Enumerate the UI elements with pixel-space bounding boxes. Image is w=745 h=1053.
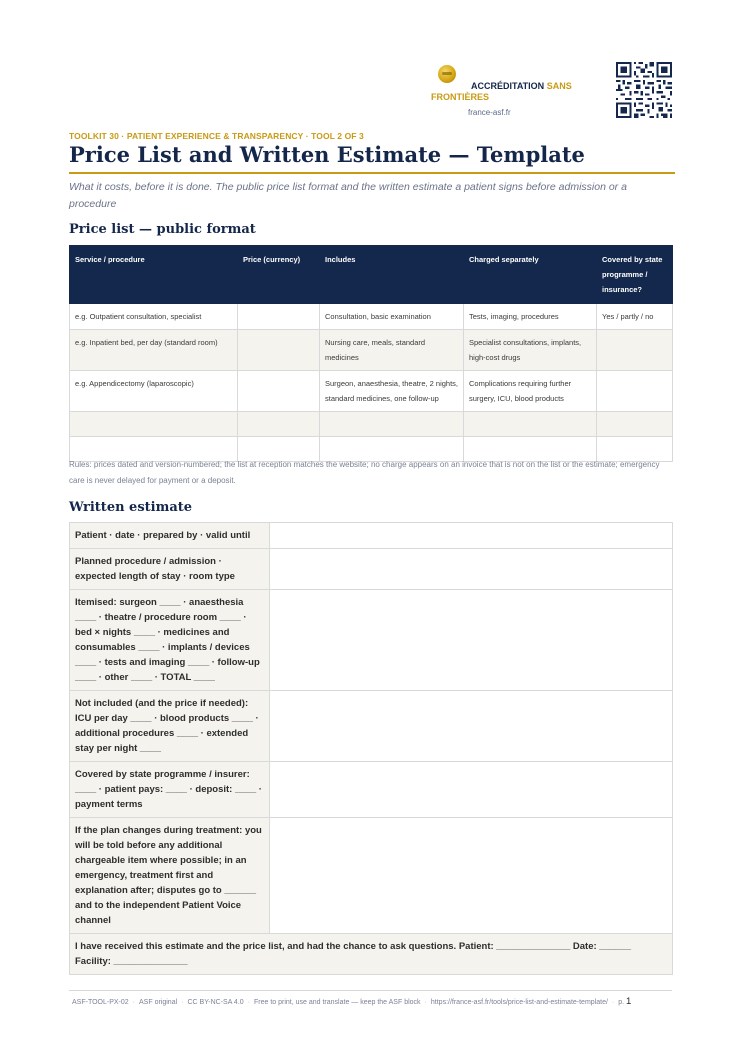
table-cell — [238, 330, 320, 371]
table-row — [70, 412, 673, 437]
estimate-field-coverage[interactable] — [270, 762, 673, 818]
table-cell — [238, 412, 320, 437]
footer-license: CC BY-NC-SA 4.0 — [187, 999, 244, 1006]
footer-usage: Free to print, use and translate — keep the ASF block — [254, 999, 421, 1006]
written-estimate-table — [69, 522, 673, 975]
footer-page-number: 1 — [626, 996, 632, 1007]
table-cell: Specialist consultations, implants, high-cost drugs — [464, 330, 597, 371]
table-cell: Complications requiring further surgery, ICU, blood products — [464, 371, 597, 412]
estimate-field-not-included[interactable] — [270, 691, 673, 762]
estimate-label-not-included: Not included (and the price if needed): ICU per day ____ · blood products ____ · additional procedures ____ · extended stay per night ____ — [70, 691, 270, 762]
table-cell: e.g. Inpatient bed, per day (standard room) — [70, 330, 238, 371]
page-title: Price List and Written Estimate — Template — [69, 142, 585, 167]
price-list-rules-note: Rules: prices dated and version-numbered; the list at reception matches the website; no charge appears on an invoice that is not on the list or the estimate; emergency care is never delayed for payment or a deposit. — [69, 460, 660, 485]
table-row — [70, 691, 673, 762]
table-cell: Nursing care, meals, standard medicines — [320, 330, 464, 371]
table-row — [70, 371, 673, 412]
table-cell — [597, 371, 673, 412]
table-row — [70, 762, 673, 818]
column-header-price: Price (currency) — [238, 246, 320, 304]
table-cell — [597, 412, 673, 437]
footer-url-link[interactable]: https://france-asf.fr/tools/price-list-and-estimate-template/ — [430, 999, 608, 1006]
estimate-field-patient[interactable] — [270, 523, 673, 549]
asf-logo — [428, 64, 588, 124]
logo-url: france-asf.fr — [468, 108, 511, 117]
column-header-includes: Includes — [320, 246, 464, 304]
footer-page-label: p. — [618, 999, 625, 1006]
price-list-table — [69, 245, 673, 462]
estimate-label-plan-changes: If the plan changes during treatment: you will be told before any additional chargeable item where possible; in an emergency, treatment first and explanation after; disputes go to ______ and to the independent Patient Voice channel — [70, 818, 270, 934]
footer-divider — [69, 990, 672, 991]
table-cell: Yes / partly / no — [597, 304, 673, 330]
table-cell — [464, 412, 597, 437]
written-estimate-heading: Written estimate — [69, 500, 193, 515]
toolkit-eyebrow: TOOLKIT 30 · PATIENT EXPERIENCE & TRANSPARENCY · TOOL 2 OF 3 — [69, 131, 364, 141]
table-cell — [70, 412, 238, 437]
table-cell: Consultation, basic examination — [320, 304, 464, 330]
page-footer: ASF-TOOL-PX-02 · ASF original · CC BY-NC-SA 4.0 · Free to print, use and translate — keep the ASF block · https://france-asf.fr/tools/price-list-and-estimate-template/ · p. 1 — [72, 996, 632, 1007]
estimate-field-procedure[interactable] — [270, 549, 673, 590]
logo-word-1: ACCRÉDITATION — [471, 81, 545, 91]
qr-code-icon — [616, 62, 672, 118]
column-header-coverage: Covered by state programme / insurance? — [597, 246, 673, 304]
table-cell: Surgeon, anaesthesia, theatre, 2 nights, standard medicines, one follow-up — [320, 371, 464, 412]
table-cell — [320, 412, 464, 437]
footer-origin: ASF original — [139, 999, 178, 1006]
footer-tool-code: ASF-TOOL-PX-02 — [72, 999, 129, 1006]
table-cell — [238, 304, 320, 330]
price-list-header-row — [70, 246, 673, 304]
table-row — [70, 934, 673, 975]
column-header-service: Service / procedure — [70, 246, 238, 304]
table-row — [70, 818, 673, 934]
column-header-charged-separately: Charged separately — [464, 246, 597, 304]
logo-wordmark — [431, 81, 591, 103]
estimate-field-itemised[interactable] — [270, 590, 673, 691]
table-row — [70, 523, 673, 549]
table-cell: e.g. Outpatient consultation, specialist — [70, 304, 238, 330]
table-cell — [238, 371, 320, 412]
estimate-signature-line[interactable]: I have received this estimate and the price list, and had the chance to ask questions. Patient: ______________ Date: ______ Facility: ______________ — [70, 934, 673, 975]
table-row — [70, 330, 673, 371]
page-subtitle: What it costs, before it is done. The public price list format and the written estimate a patient signs before admission or a procedure — [69, 181, 627, 210]
table-cell — [597, 330, 673, 371]
title-divider — [69, 172, 675, 174]
logo-word-3: FRONTIÈRES — [431, 92, 490, 102]
estimate-label-itemised: Itemised: surgeon ____ · anaesthesia ____ · theatre / procedure room ____ · bed × nights ____ · medicines and consumables ____ · implants / devices ____ · tests and imaging ____ · follow-up ____ · other ____ · TOTAL ____ — [70, 590, 270, 691]
table-cell: Tests, imaging, procedures — [464, 304, 597, 330]
table-row — [70, 590, 673, 691]
estimate-field-plan-changes[interactable] — [270, 818, 673, 934]
price-list-heading: Price list — public format — [69, 222, 256, 237]
table-cell: e.g. Appendicectomy (laparoscopic) — [70, 371, 238, 412]
estimate-label-patient: Patient · date · prepared by · valid until — [70, 523, 270, 549]
estimate-label-coverage: Covered by state programme / insurer: ____ · patient pays: ____ · deposit: ____ · payment terms — [70, 762, 270, 818]
table-row — [70, 549, 673, 590]
estimate-label-procedure: Planned procedure / admission · expected length of stay · room type — [70, 549, 270, 590]
table-row — [70, 304, 673, 330]
logo-word-2: SANS — [546, 81, 572, 91]
